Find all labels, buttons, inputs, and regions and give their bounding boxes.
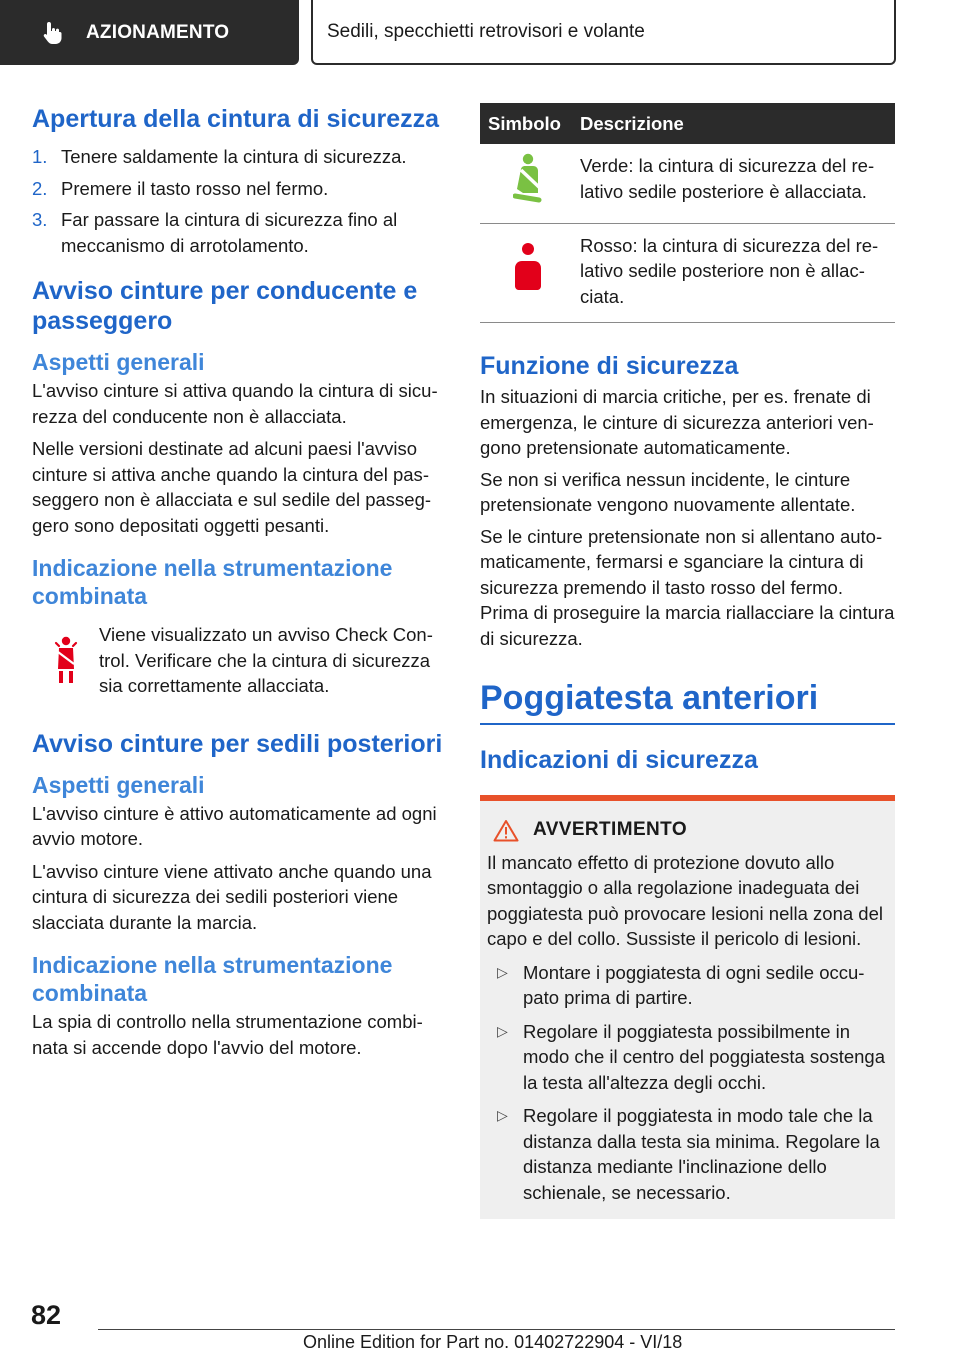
warning-text: Il mancato effetto di protezione dovuto allo smontaggio o alla regolazione inadeguata dei poggiatesta può provocare lesioni nella zona del capo e del collo. Sussiste il pericolo di lesioni.	[487, 851, 883, 949]
paragraph: L'avviso cinture viene attivato anche quando una cintura di sicurezza dei sedili posteriori viene slacciata durante la marcia.	[32, 860, 432, 933]
steps-list	[32, 144, 447, 258]
table-cell: Verde: la cintura di sicurezza del relativo sedile posteriore è allacciata.	[576, 144, 895, 223]
list-item: 3. Far passare la cintura di sicurezza fino al meccanismo di arrotolamento.	[32, 209, 398, 256]
symbol-table	[480, 103, 895, 323]
heading-avviso-posteriori: Avviso cinture per sedili posteriori	[32, 729, 443, 758]
left-column	[32, 100, 447, 1060]
subheading-indicazione: Indicazione nella strumentazione combinata	[32, 952, 393, 1006]
hand-pointer-icon	[40, 20, 66, 46]
right-column	[480, 103, 895, 1219]
page-number: 82	[31, 1300, 62, 1330]
subheading-aspetti-generali: Aspetti generali	[32, 771, 205, 798]
paragraph: Viene visualizzato un avviso Check Control. Verificare che la cintura di sicurezza sia correttamente allacciata.	[99, 624, 433, 696]
indicator-row	[32, 622, 447, 699]
heading-apertura: Apertura della cintura di sicurezza	[32, 105, 440, 133]
footer-rule	[98, 1329, 895, 1330]
bullet-triangle-icon: ▷	[497, 1107, 508, 1123]
paragraph: Nelle versioni destinate ad alcuni paesi l'avviso cinture si attiva anche quando la cintura del passeggero non è allacciata e sul sedile del passeggero sono depositati oggetti pesanti.	[32, 438, 432, 536]
section-tab	[0, 0, 299, 65]
paragraph: Se le cinture pretensionate non si allentano automaticamente, fermarsi e sganciare la cintura di sicurezza premendo il tasto rosso del fermo. Prima di proseguire la marcia riallacciare la cintura di sicurezza.	[480, 525, 895, 649]
heading-funzione-sicurezza: Funzione di sicurezza	[480, 352, 739, 380]
heading-rule	[480, 723, 895, 725]
table-row	[480, 223, 895, 323]
table-cell: Rosso: la cintura di sicurezza del relativo sedile posteriore non è allacciata.	[576, 223, 895, 323]
table-row	[480, 144, 895, 223]
table-header-description: Descrizione	[576, 103, 895, 144]
list-item: ▷ Montare i poggiatesta di ogni sedile occupato prima di partire.	[487, 960, 887, 1011]
subheading-indicazione: Indicazione nella strumentazione combinata	[32, 555, 393, 609]
bullet-triangle-icon: ▷	[497, 1022, 508, 1039]
paragraph: In situazioni di marcia critiche, per es. frenate di emergenza, le cinture di sicurezza anteriori vengono pretensionate automaticamente.	[480, 386, 874, 458]
seatbelt-warning-icon	[53, 636, 79, 684]
seat-red-icon	[513, 242, 543, 294]
warning-title: AVVERTIMENTO	[533, 819, 687, 840]
section-title: AZIONAMENTO	[86, 21, 230, 43]
heading-avviso-conducente: Avviso cinture per conducente e passeggero	[32, 277, 418, 335]
heading-poggiatesta: Poggiatesta anteriori	[480, 679, 819, 717]
paragraph: La spia di controllo nella strumentazione combinata si accende dopo l'avvio del motore.	[32, 1011, 423, 1058]
subheading-aspetti-generali: Aspetti generali	[32, 349, 205, 375]
paragraph: Se non si verifica nessun incidente, le cinture pretensionate vengono nuovamente allentate.	[480, 468, 856, 515]
heading-indicazioni-sicurezza: Indicazioni di sicurezza	[480, 745, 758, 774]
footer-edition: Online Edition for Part no. 01402722904 - VI/18	[303, 1332, 683, 1352]
paragraph: L'avviso cinture è attivo automaticamente ad ogni avvio motore.	[32, 802, 437, 849]
chapter-tab	[311, 0, 896, 65]
list-item: 2. Premere il tasto rosso nel fermo.	[32, 177, 329, 199]
warning-box	[480, 795, 895, 1220]
chapter-title: Sedili, specchietti retrovisori e volante	[327, 20, 645, 42]
warning-triangle-icon	[493, 819, 519, 842]
bullet-triangle-icon: ▷	[497, 963, 508, 980]
list-item: ▷ Regolare il poggiatesta possibilmente in modo che il centro del poggiatesta sostenga la testa all'altezza degli occhi.	[487, 1019, 887, 1096]
paragraph: L'avviso cinture si attiva quando la cintura di sicurezza del conducente non è allacciata.	[32, 380, 438, 427]
list-item: 1. Tenere saldamente la cintura di sicurezza.	[32, 146, 407, 167]
seatbelt-green-icon	[513, 153, 543, 203]
list-item: ▷ Regolare il poggiatesta in modo tale che la distanza dalla testa sia minima. Regolare la distanza mediante l'inclinazione dello schienale, se necessario.	[487, 1103, 887, 1205]
table-header-symbol: Simbolo	[480, 103, 576, 144]
